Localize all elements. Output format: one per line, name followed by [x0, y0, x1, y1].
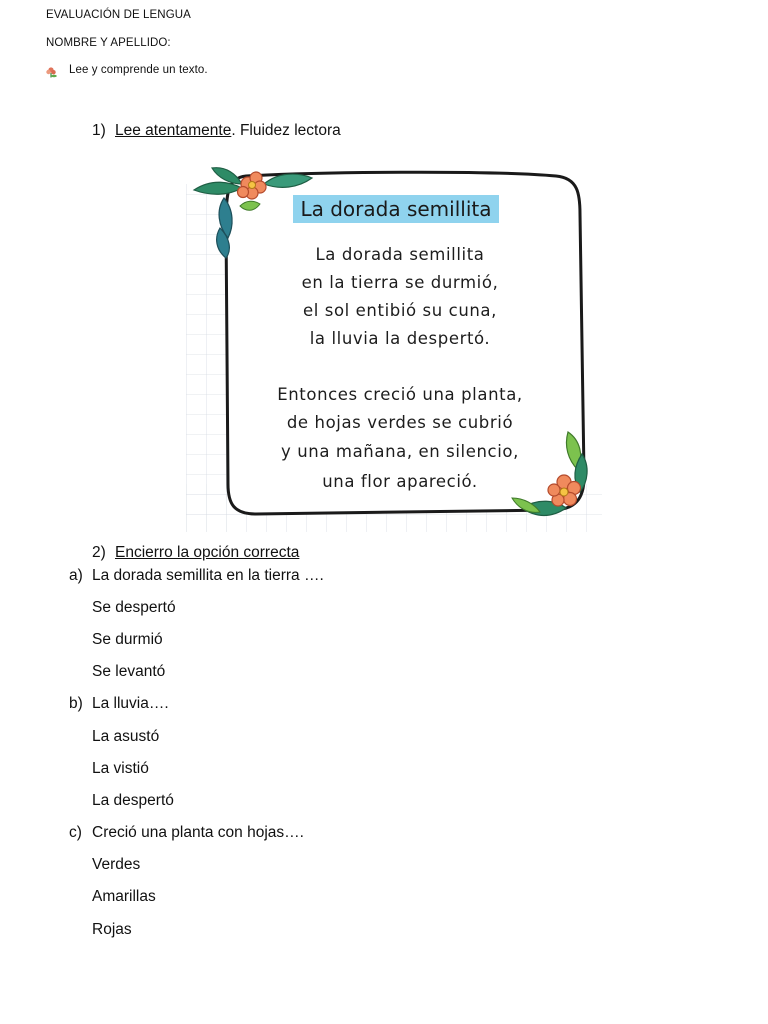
question-prompt: Creció una planta con hojas…. — [92, 824, 304, 841]
answer-option[interactable]: Se despertó — [92, 599, 176, 616]
question-a — [69, 567, 324, 585]
objective-text: Lee y comprende un texto. — [69, 64, 208, 76]
section1-underlined: Lee atentamente — [115, 122, 232, 139]
answer-option[interactable]: Rojas — [92, 921, 132, 938]
answer-option[interactable]: Amarillas — [92, 888, 156, 905]
question-b — [69, 695, 169, 713]
poem-line: una flor apareció. — [322, 472, 478, 491]
answer-option[interactable]: Verdes — [92, 856, 141, 873]
section2-number: 2) — [92, 544, 106, 561]
answer-option[interactable]: Se durmió — [92, 631, 163, 648]
poem-line: la lluvia la despertó. — [309, 329, 491, 348]
flower-icon — [45, 66, 58, 78]
question-letter: b) — [69, 695, 83, 712]
question-c — [69, 824, 304, 842]
poem-line: y una mañana, en silencio, — [281, 442, 519, 461]
section1-rest: . Fluidez lectora — [231, 122, 341, 139]
poem-title: La dorada semillita — [293, 195, 499, 223]
poem-line: el sol entibió su cuna, — [302, 301, 497, 320]
question-prompt: La lluvia…. — [92, 695, 169, 712]
section2-heading — [92, 544, 299, 562]
section2-title: Encierro la opción correcta — [115, 544, 300, 561]
poem-line: en la tierra se durmió, — [301, 273, 499, 292]
answer-option[interactable]: La asustó — [92, 728, 160, 745]
section1-heading — [92, 122, 341, 140]
poem-line: de hojas verdes se cubrió — [286, 413, 514, 432]
question-letter: c) — [69, 824, 82, 841]
name-label: NOMBRE Y APELLIDO: — [46, 37, 171, 49]
question-prompt: La dorada semillita en la tierra …. — [92, 567, 324, 584]
answer-option[interactable]: La despertó — [92, 792, 174, 809]
document-title: EVALUACIÓN DE LENGUA — [46, 9, 191, 21]
question-letter: a) — [69, 567, 83, 584]
answer-option[interactable]: Se levantó — [92, 663, 166, 680]
section1-number: 1) — [92, 122, 106, 139]
poem-line: La dorada semillita — [315, 245, 485, 264]
poem-line: Entonces creció una planta, — [277, 385, 523, 404]
answer-option[interactable]: La vistió — [92, 760, 149, 777]
